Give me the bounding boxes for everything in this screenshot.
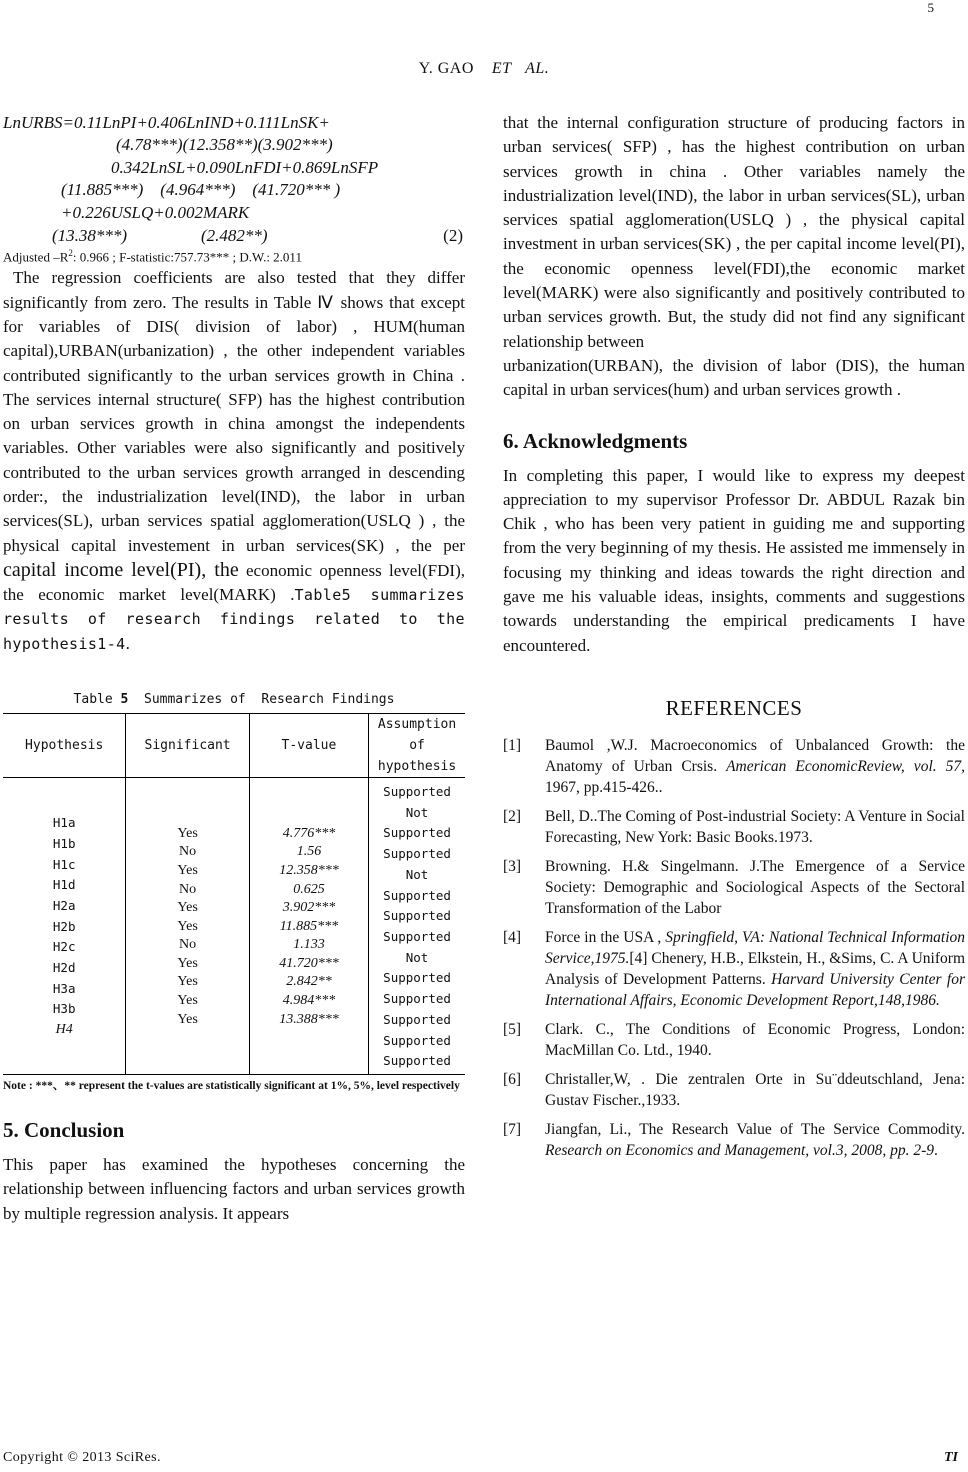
header-al: AL. [525,60,550,77]
header-et: ET [491,60,512,77]
hypothesis-id: H2b [52,918,76,934]
para-text: . [125,633,130,653]
reference-italic: Research on Economics and Management, vol.3, 2008, pp. 2-9 [545,1141,934,1159]
fit-sup: 2 [68,248,73,258]
reference-item [503,735,965,798]
column-header: Assumption of hypothesis [369,714,465,778]
hypothesis-id: H1a [52,815,76,831]
t-value: 4.776*** [282,825,336,841]
significance-value: No [179,937,197,953]
footer-copyright: Copyright © 2013 SciRes. [3,1450,161,1465]
reference-plain: Jiangfan, Li., The Research Value of The Service Commodity. [545,1120,965,1138]
reference-number: [2] [503,807,522,825]
regression-equation [3,112,465,245]
caption-text: Summarizes of Research Findings [128,692,395,708]
reference-plain: Baumol ,W.J. Macroeconomics of Unbalanced Growth: the Anatomy of Urban Crsis. [545,736,965,775]
references-heading: REFERENCES [665,695,803,720]
equation-number: (2) [443,226,463,245]
page-number: 5 [927,0,934,15]
caption-number: 5 [120,692,129,708]
assumption-result: Not Supported [383,949,451,986]
conclusion-text-left: This paper has examined the hypotheses concerning the relationship between influencing factors and urban services growth by multiple regression analysis. It appears [3,1154,465,1223]
reference-text [545,1019,965,1061]
t-value: 2.842** [286,974,332,990]
reference-text [545,735,965,798]
reference-plain: . [934,1141,938,1159]
reference-number: [6] [503,1070,522,1088]
header-author: Y. GAO [418,60,474,77]
reference-item [503,1119,965,1161]
significant-cell [126,778,249,1075]
acknowledgments-heading: 6. Acknowledgments [503,428,688,453]
reference-item [503,856,965,919]
para-text-large: capital income level(PI), the [3,558,239,581]
significance-value: No [179,881,197,897]
t-value: 1.133 [293,937,325,953]
equation-line: (13.38***) [52,226,128,245]
reference-plain: Force in the USA , [545,928,666,946]
significance-value: Yes [177,993,198,1009]
significance-value: Yes [177,825,198,841]
tvalue-cell [249,778,368,1075]
equation-line: +0.226USLQ+0.002MARK [61,203,250,222]
significance-value: Yes [177,974,198,990]
right-column [503,112,965,1169]
para-text: The regression coefficients are also tested that they differ significantly from zero. The results in Table Ⅳ shows that except for variables of DIS( division of labor) , HUM(human capital),URBAN(urbanization) , the other independent variables contributed significantly to the urban services growth in China . The services internal structure( SFP) has the highest contribution on urban services growth in china amongst the independents variables. Other variables were also significantly and positively contributed to the urban services growth arranged in descending order:, the industrialization level(IND), the labor in urban services(SL), urban services spatial agglomeration(USLQ ) , the physical capital investement in urban services(SK) , the per [3,268,465,555]
assumption-result: Supported [383,846,451,862]
t-value: 41.720*** [279,955,339,971]
reference-plain: 1967, pp.415-426.. [545,778,663,796]
footer-journal: TI [944,1450,958,1465]
significance-value: Yes [177,918,198,934]
reference-item [503,927,965,1011]
conclusion-text-right: that the internal configuration structure of producing factors in urban services( SFP) , has the highest contribution on urban services growth in china . Other variables namely the industrialization level(IND), the labor in urban services(SL), urban services spatial agglomeration(USLQ ) , the physical capital investment in urban services(SK) , the per capital income level(PI), the economic openness level(FDI),the economic market level(MARK) were also significantly and positively contributed to urban services growth. But, the study did not find any significant relationship between [503,113,965,351]
t-value: 13.388*** [279,1011,339,1027]
reference-italic: Springfield, VA: National Technical Information Service,1975. [545,928,965,967]
conclusion-heading: 5. Conclusion [3,1117,125,1142]
results-paragraph [3,266,465,656]
model-fit-statistics [3,244,465,266]
reference-text [545,856,965,919]
t-value: 11.885*** [279,918,339,934]
hypothesis-id: H2a [52,897,76,913]
reference-plain: Bell, D..The Coming of Post-industrial Society: A Venture in Social Forecasting, New York: Basic Books.1973. [545,807,965,846]
assumption-result: Supported [383,929,451,944]
assumption-result: Supported [383,1011,451,1027]
t-value: 1.56 [296,844,322,860]
reference-item [503,1069,965,1111]
t-value: 3.902*** [282,900,336,916]
table-caption [3,692,465,707]
t-value: 0.625 [293,881,325,897]
significance-value: Yes [177,1011,198,1027]
t-value: 12.358*** [279,862,339,878]
hypothesis-id: H4 [55,1022,73,1038]
assumption-result: Supported [383,908,451,924]
equation-line: (11.885***) (4.964***) (41.720*** ) [61,180,341,199]
acknowledgments-text: In completing this paper, I would like to express my deepest appreciation to my supervisor Professor Dr. ABDUL Razak bin Chik , who has been very patient in guiding me and supporting from the very beginning of my thesis. He assisted me immensely in focusing my thinking and ideas towards the right direction and gave me his valuable ideas, insights, comments and suggestions towards understanding the empirical predicaments I have encountered. [503,465,965,655]
significance-value: No [179,844,197,860]
equation-line: LnURBS=0.11LnPI+0.406LnIND+0.111LnSK+ [3,113,330,132]
hypothesis-id: H2d [52,960,76,976]
assumption-result: Supported [383,1053,451,1069]
significance-value: Yes [177,955,198,971]
assumption-cell [369,778,465,1075]
significance-value: Yes [177,900,198,916]
column-header: Hypothesis [3,714,126,778]
equation-line: 0.342LnSL+0.090LnFDI+0.869LnSFP [111,158,379,177]
reference-italic: Harvard University Center for International Affairs, Economic Development Report,148,1986. [545,970,965,1009]
assumption-result: Supported [383,784,451,800]
reference-text [545,1119,965,1161]
left-column [3,112,465,1226]
caption-prefix: Table [73,692,121,708]
reference-plain: Clark. C., The Conditions of Economic Progress, London: MacMillan Co. Ltd., 1940. [545,1020,965,1059]
hypothesis-id: H1b [52,835,76,851]
reference-plain: Browning. H.& Singelmann. J.The Emergence of a Service Society: Demographic and Sociological Aspects of the Sectoral Transformation of the Labor [545,857,965,917]
findings-table [3,713,465,1075]
column-header: Significant [126,714,249,778]
reference-item [503,806,965,848]
column-header: T-value [249,714,368,778]
reference-plain: [4] Chenery, H.B., Elkstein, H., &Sims, C. A Uniform Analysis of Development Patterns. [545,949,965,988]
equation-line: (4.78***)(12.358**)(3.902***) [116,135,333,154]
reference-number: [1] [503,736,522,754]
t-value: 4.984*** [282,993,336,1009]
hypothesis-cell [3,778,126,1075]
fit-values: : 0.966 ; F-statistic:757.73*** ; D.W.: 2.011 [72,249,302,265]
table-note: Note : ***、** represent the t-values are statistically significant at 1%, 5%, level respectively [3,1079,460,1092]
significance-value: Yes [177,862,198,878]
hypothesis-id: H3a [52,980,76,996]
fit-label: Adjusted –R [3,249,69,265]
para-text-mono: Table5 summarizes results of research findings related to the hypothesis1-4 [3,586,465,653]
assumption-result: Supported [383,1032,451,1048]
reference-number: [4] [503,928,522,946]
reference-number: [5] [503,1020,522,1038]
reference-text [545,806,965,848]
hypothesis-id: H1c [52,856,76,872]
reference-list [503,735,965,1161]
reference-italic: American EconomicReview, vol. 57, [726,757,965,775]
equation-line: (2.482**) [201,226,268,245]
hypothesis-id: H1d [52,877,76,893]
para-text: economic openness level(FDI), the economic market level(MARK) . [3,560,465,605]
assumption-result: Not Supported [383,866,451,903]
hypothesis-id: H3b [52,1001,76,1017]
assumption-result: Supported [383,991,451,1007]
reference-number: [3] [503,857,522,875]
hypothesis-id: H2c [52,939,76,955]
assumption-result: Not Supported [383,804,451,841]
reference-plain: Christaller,W, . Die zentralen Orte in Su¨ddeutschland, Jena: Gustav Fischer.,1933. [545,1070,965,1109]
reference-number: [7] [503,1120,522,1138]
reference-text [545,927,965,1011]
reference-text [545,1069,965,1111]
reference-item [503,1019,965,1061]
conclusion-text-right-2: urbanization(URBAN), the division of labor (DIS), the human capital in urban services(hum) and urban services growth . [503,355,965,400]
running-header [0,60,968,78]
